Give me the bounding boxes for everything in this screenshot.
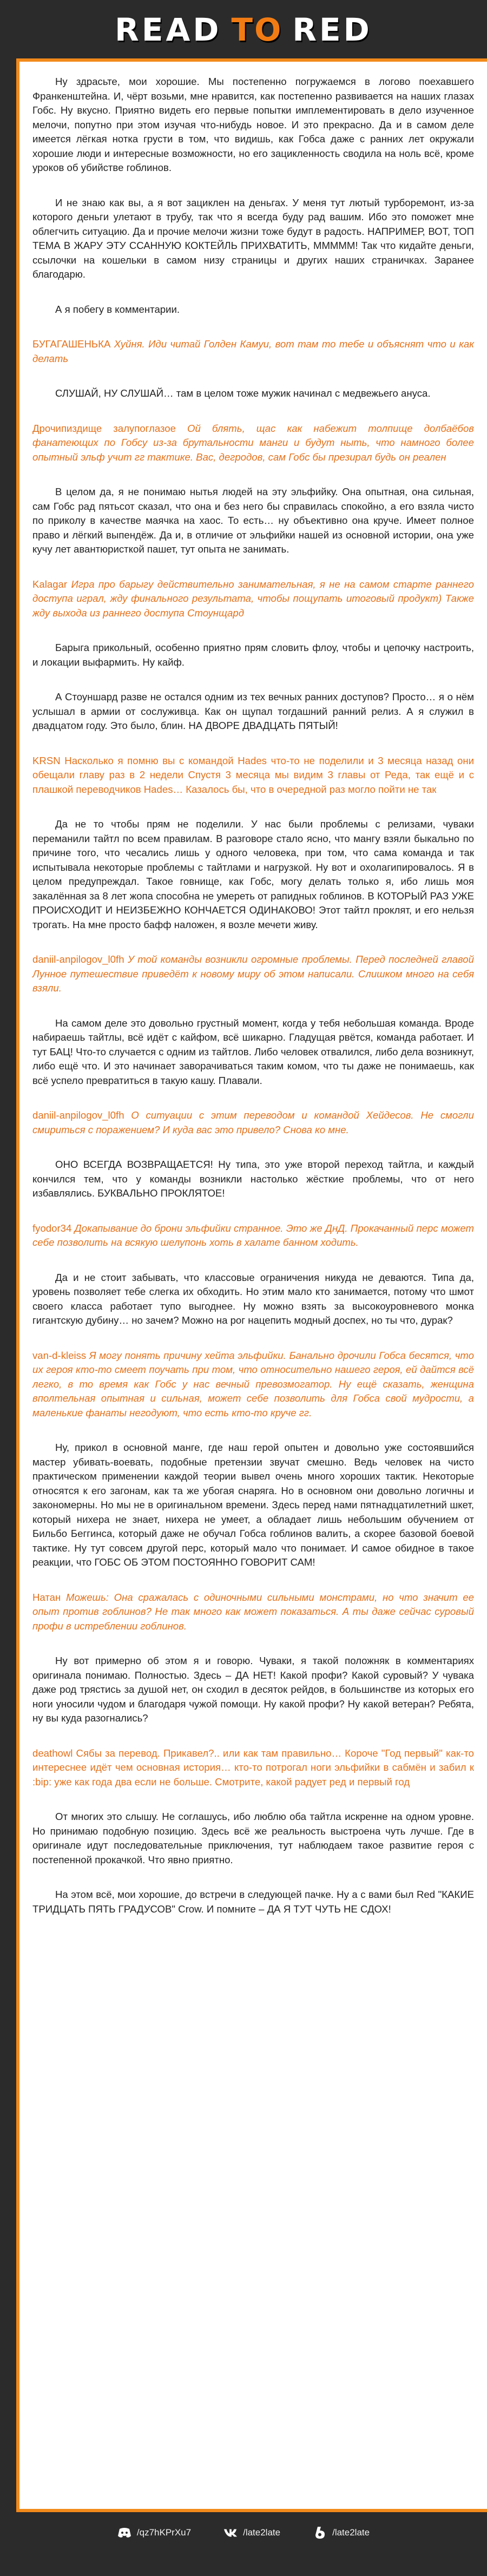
comment-text: Я могу понять причину хейта эльфийки. Банально дрочили Гобса бесятся, что их героя кто-то смеет поучать при том, что относительно нашего героя, ей дайтся всё легко, в то время как Гобс у нас вечный превозмогатор. Ну ещё сказать, женщина вполтельная опытная и сильная, может себе позволить для Гобса свой мудрости, а маленькие фанаты негодуют, что есть кто-то круче гг. xyxy=(32,1349,475,1418)
reply-paragraph: От многих это слышу. Не соглашусь, ибо люблю оба тайтла искренне на одном уровне. Но принимаю подобную позицию. Здесь всё же реальность выстроена чуть лучше. Где в оригинале идут последовательные приключения, тут наблюдаем такое развитие героя с постепенной прокачкой. Что явно приятно. xyxy=(32,1811,474,1865)
comment-author: Натан xyxy=(32,1591,61,1603)
content-panel xyxy=(16,58,487,2512)
comment-text: Насколько я помню вы с командой Hades что-то не поделили и 3 месяца назад они обещали главу раз в 2 недели Спустя 3 месяца мы видим 3 главы от Реда, так ещё и с плашкой переводчиков Hades… Казалось бы, что в очередной раз могло пойти не так xyxy=(32,754,475,795)
comment-author: deathowl xyxy=(32,1747,73,1759)
comment-quote xyxy=(32,1349,474,1421)
vk-link-label: /late2late xyxy=(243,2527,281,2538)
reply-paragraph: На этом всё, мои хорошие, до встречи в следующей пачке. Ну а с вами был Red "КАКИЕ ТРИДЦАТЬ ПЯТЬ ГРАДУСОВ" Crow. И помните – ДА Я ТУТ ЧУТЬ НЕ СДОХ! xyxy=(32,1889,474,1915)
logo-word-red: RED xyxy=(292,11,372,48)
reply-paragraph: Да не то чтобы прям не поделили. У нас были проблемы с релизами, чуваки переманили тайтл по всем правилам. В разговоре стало ясно, что мангу взяли быкально по причине того, что чесались лишь у одного человека, при том, что сама команда и так испытывала некоторые проблемы с тайтлами и нагрузкой. Ну вот и охолагипировалось. Я в целом предупреждал. Такое говнище, как Гобс, могу делать только я, ибо лишь моя закалённая за 8 лет жопа способна не умереть от рапидных гоблинов. В КОТОРЫЙ РАЗ УЖЕ ПРОИСХОДИТ И НЕИЗБЕЖНО КОНЧАЕТСЯ ОДИНАКОВО! Этот тайтл проклят, и его нельзя трогать. На мне просто бафф наложен, я возле мечети живу. xyxy=(32,818,474,930)
comment-author: Дрочипиздище залупоглазое xyxy=(32,422,176,434)
footer xyxy=(0,2516,487,2549)
reply-paragraph: Ну, прикол в основной манге, где наш герой опытен и довольно уже состоявшийся мастер убивать-воевать, подобные претензии звучат смешно. Ведь человек на чисто практическом применении каждой теории вывел очень много хороших тактик. Некоторые относятся к его загонам, как та же убогая снаряга. Но в основном они довольно логичны и закономерны. Но мы не в оригинальном времени. Здесь перед нами пятнадцатилетний шкет, который нихера не знает, нихера не умеет, а обладает лишь небольшим обучением от Бильбо Беггинса, который даже не обучал Гобса гоблинов валить, а скорее базовой боевой тактике. Ну тут совсем другой перс, который мало что понимает. И самое обидное в такое реакции, что ГОБС ОБ ЭТОМ ПОСТОЯННО ГОВОРИТ САМ! xyxy=(32,1442,474,1568)
comment-author: van-d-kleiss xyxy=(32,1349,87,1361)
reply-paragraph: А я побегу в комментарии. xyxy=(55,303,180,315)
comment-quote xyxy=(32,577,474,621)
comment-text: Докапывание до брони эльфийки странное. Это же ДнД. Прокачанный перс может себе позволить на всякую шелупонь хоть в халате банном ходить. xyxy=(32,1222,474,1248)
comment-author: KRSN xyxy=(32,754,61,766)
reply-paragraph: ОНО ВСЕГДА ВОЗВРАЩАЕТСЯ! Ну типа, это уже второй переход тайтла, и каждый кончился тем, что у команды возникли настолько жёсткие проблемы, что от него избавлялись. БУКВАЛЬНО ПРОКЛЯТОЕ! xyxy=(32,1159,474,1199)
comment-quote xyxy=(32,1221,474,1250)
discord-link[interactable] xyxy=(117,2526,191,2540)
comment-text: У той команды возникли огромные проблемы. Перед последней главой Лунное путешествие приведёт к новому миру об этом написали. Слишком много на себя взяли. xyxy=(32,954,474,994)
discord-icon xyxy=(117,2526,131,2540)
comment-author: БУГАГАШЕНЬКА xyxy=(32,338,111,350)
boosty-icon xyxy=(313,2526,327,2540)
reply-paragraph: Барыга прикольный, особенно приятно прям словить флоу, чтобы и цепочку настроить, и локации выфармить. Ну кайф. xyxy=(32,642,474,668)
comment-text: О ситуации с этим переводом и командой Хейдесов. Не смогли смириться с поражением? И куда вас это привело? Снова ко мне. xyxy=(32,1109,474,1135)
comment-author: daniil-anpilogov_l0fh xyxy=(32,1109,124,1121)
comment-quote xyxy=(32,337,474,366)
logo-word-read: READ xyxy=(115,11,222,48)
comment-text: Ой блять, щас как набежит толпище долбаёбов фанатеющих по Гобсу из-за брутальности манги и будут ныть, что намного более опытный эльф учит гг тактике. Вас, дегродов, сам Гобс бы презирал будь он реален xyxy=(32,422,474,463)
comment-text: Игра про барыгу действительно занимательная, я не на самом старте раннего доступа играл, жду финального результата, чтобы пощупать итоговый продукт) Также жду выхода из раннего доступа Стоунщард xyxy=(32,578,474,619)
header xyxy=(0,0,487,60)
reply-paragraph: Ну вот примерно об этом я и говорю. Чуваки, я такой положняк в комментариях оригинала понимаю. Полностью. Здесь – ДА НЕТ! Какой профи? Какой суровый? У чувака даже род трястись за душой нет, он сходил в десяток рейдов, в большинстве из которых его ноги уносили чудом и благодаря чужой помощи. Ну какой профи? Ну какой ветеран? Ребята, ну вы куда разогнались? xyxy=(32,1655,474,1724)
vk-icon xyxy=(223,2526,238,2540)
comment-text: Сябы за перевод. Прикавел?.. или как там правильно… Короче "Год первый" как-то интереснее идёт чем основная история… кто-то потрогал ноги эльфийки в сабмён и забил к :bip: уже как года два если не больше. Смотрите, какой радует ред и первый год xyxy=(32,1747,474,1788)
boosty-link-label: /late2late xyxy=(332,2527,370,2538)
reply-paragraph: Да и не стоит забывать, что классовые ограничения никуда не деваются. Типа да, уровень позволяет тебе слегка их обходить. Но этим мало кто занимается, потому что шмот своего класса работает тупо выгоднее. Ну можно взять за высокоуровневого монка гигантскую дубину… но зачем? Можно на рог нацепить модный доспех, но ты что, дурак? xyxy=(32,1271,474,1326)
comment-author: Kalagar xyxy=(32,578,68,590)
comment-quote xyxy=(32,1108,474,1137)
boosty-link[interactable] xyxy=(313,2526,370,2540)
reply-paragraph: В целом да, я не понимаю нытья людей на эту эльфийку. Она опытная, она сильная, сам Гобс рад пятьсот сказал, что она и без него бы справилась спокойно, а его взяла чисто по приколу в качестве маячка на хаос. То есть… ну объективно она круче. Имеет полное право и лёгкий выпендёж. Да и, в отличие от эльфийки нашей из основной истории, она уже кучу лет авантюристкой пашет, тут опыта не занимать. xyxy=(32,486,474,555)
comment-quote xyxy=(32,1591,474,1634)
comment-text: Можешь: Она сражалась с одиночными сильными монстрами, но что значит ее опыт против гоблинов? Не так много как может показаться. А ты даже сейчас суровый профи в истреблении гоблинов. xyxy=(32,1591,474,1632)
comment-author: fyodor34 xyxy=(32,1222,72,1234)
reply-paragraph: На самом деле это довольно грустный момент, когда у тебя небольшая команда. Вроде набираешь тайтлы, всё идёт с кайфом, всё шикарно. Гладущая рвётся, команда работает. И тут БАЦ! Что-то случается с одним из тайтлов. Либо человек отвалился, либо дела возникнут, либо ещё что. И это начинает заворачиваться таким комом, что ты даже не понимаешь, как всё успело превратиться в такую кашу. Плавали. xyxy=(32,1017,474,1086)
comment-quote xyxy=(32,952,474,996)
reply-paragraph: СЛУШАЙ, НУ СЛУШАЙ… там в целом тоже мужик начинал с медвежьего ануса. xyxy=(55,387,431,399)
comment-quote xyxy=(32,422,474,465)
comment-quote xyxy=(32,754,474,797)
reply-paragraph: Ну здрасьте, мои хорошие. Мы постепенно погружаемся в логово поехавшего Франкенштейна. И, чёрт возьми, мне нравится, как постепенно развивается на наших глазах Гобс. Ну вкусно. Приятно видеть его первые попытки имплементировать в дело изученное мелочи, попутно при этом изучая что-нибудь новое. И это прекрасно. Да и в самом деле имеется лёгкая нотка грусти в том, что видишь, как Гобса даже с ранних лет окружали хорошие люди и интересные возможности, но его зацикленность сводила на ноль всё, кроме уроков об убийстве гоблинов. xyxy=(32,76,474,173)
discord-link-label: /qz7hKPrXu7 xyxy=(136,2527,192,2538)
reply-paragraph: И не знаю как вы, а я вот зациклен на деньгах. У меня тут лютый турборемонт, из-за которого деньги улетают в трубу, так что я всегда буду рад вашим. Ибо это поможет мне облегчить ситуацию. Да и прочие мелочи жизни тоже будут в радость. НАПРИМЕР, ВОТ, ТОП ТЕМА В ЖАРУ ЭТУ ССАННУЮ КОКТЕЙЛЬ ПРИХВАТИТЬ, МММММ! Так что кидайте деньги, ссылочки на кошельки в самом низу страницы и других наших страничках. Заранее благодарю. xyxy=(32,196,474,280)
comment-text: Хуйня. Иди читай Голден Камуи, вот там то тебе и объяснят что и как делать xyxy=(32,338,474,364)
paragraph-list xyxy=(32,75,474,1916)
comment-author: daniil-anpilogov_l0fh xyxy=(32,954,124,965)
reply-paragraph: А Стоуншард разве не остался одним из тех вечных ранних доступов? Просто… я о нём услышал в армии от сослуживца. Как он щупал тогдашний ранний релиз. А я служил в двадцатом году. Это было, блин. НА ДВОРЕ ДВАДЦАТЬ ПЯТЫЙ! xyxy=(32,691,474,731)
comment-quote xyxy=(32,1746,474,1790)
logo-word-to: TO xyxy=(231,11,283,48)
vk-link[interactable] xyxy=(223,2526,280,2540)
